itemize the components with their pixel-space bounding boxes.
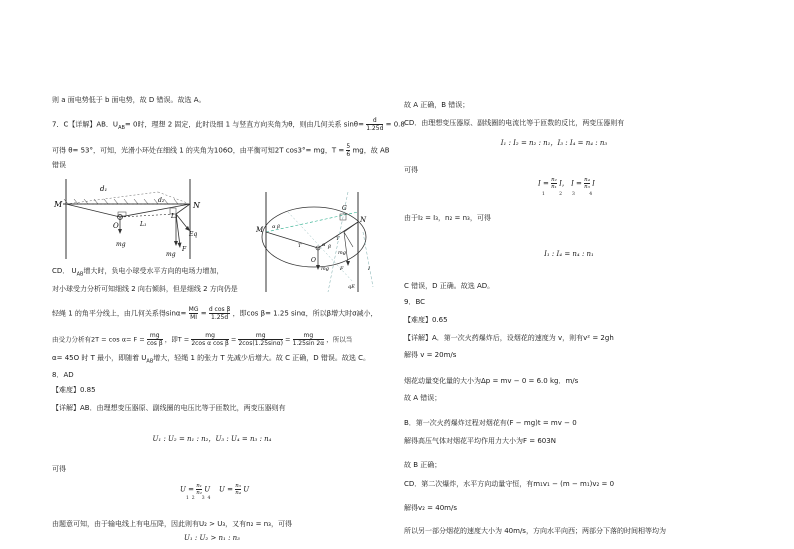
text-line: 则 a 面电势低于 b 面电势，故 D 错误。故选 A。 [52,96,206,104]
text-line: CD． $U_{AB}$增大时，负电小球受水平方向的电场力增加， [52,267,224,278]
svg-text:α: α [322,242,326,248]
svg-text:mg: mg [166,251,176,258]
svg-text:N: N [360,216,367,224]
text-line: 由受力分析有2T = cos α= F = $\frac{mg}{\text{cos β}}$ ，即T = $\frac{mg}{\text{2cos α cos β}}$ = $\frac{mg}{2\cos(1.25\sin\alpha)}$ = $\frac{mg}{1.25\sin 2\alpha}$ ，所以当 [52,332,353,347]
text-line: 可得 [404,166,418,174]
text-line: 【详解】AB．由理想变压器原、副线圈的电压比等于匝数比，两变压器则有 [52,404,286,412]
text-line: 对小球受力分析可知细线 2 向右倾斜，但是细线 2 方向仍是 [52,285,238,293]
equation: U = $\frac{\text{n₁}}{\text{n₂}}$ U U = $\frac{\text{n₃}}{\text{n₄}}$ U [180,483,250,496]
difficulty: 【难度】0.65 [404,316,448,324]
svg-text:O: O [113,222,119,230]
svg-text:Eq: Eq [189,231,198,238]
text-line: 故 B 正确； [404,461,442,469]
equation: I₁ : I₂ = n₂ : n₁，I₃ : I₄ = n₄ : n₃ [500,139,608,147]
text-line: α= 45O 时 T 最小，即随着 $U_{AB}$增大，轻绳 1 的张力 T 先减少后增大。故 C 正确，D 错误。故选 C。 [52,354,370,365]
svg-text:F: F [340,266,344,272]
equation: U₁ : U₂ = n₁ : n₂，U₃ : U₄ = n₃ : n₄ [152,435,272,443]
text-line: 故 A 正确，B 错误； [404,101,470,109]
text-line: 轻绳 1 的角平分线上，由几何关系得sinα= $\frac{MG}{MI}$ = $\frac{\text{d cos β}}{1.25d}$ ，即cos β= 1.25 sinα，所以β增大时σ减小， [52,306,378,321]
svg-text:d₁: d₁ [100,185,108,193]
question-number: 9．BC [404,298,426,306]
text-line: 故 A 错误； [404,394,442,402]
svg-text:α: α [272,224,276,230]
difficulty: 【难度】0.85 [52,386,96,394]
text-line: 解得高压气体对烟花平均作用力大小为F = 603N [404,437,556,445]
svg-text:T: T [298,243,302,249]
equation: I₁ : I₄ = n₄ : n₁ [544,250,594,258]
text-line: B．第一次火药爆炸过程对烟花有(F − mg)t = mv − 0 [404,419,577,427]
svg-text:G: G [342,205,347,212]
equation: I = $\frac{\text{n₂}}{\text{n₁}}$ I， I = $\frac{\text{n₄}}{\text{n₃}}$ I [538,177,595,190]
text-line: C 错误，D 正确。故选 AD。 [404,282,495,290]
svg-text:qE: qE [348,284,355,290]
text-line: 错误 [52,161,66,169]
text-line: 解得 v = 20m/s [404,351,457,359]
svg-text:N: N [193,201,200,210]
svg-text:mg: mg [338,250,346,256]
force-diagram-2 [258,192,388,296]
equation-subscripts: 1 2 3 4 [186,496,211,501]
question-number: 8．AD [52,371,74,379]
svg-text:M: M [54,200,63,209]
svg-text:I: I [368,266,370,272]
svg-text:d₂: d₂ [158,197,165,204]
text-line: 所以另一部分烟花的速度大小为 40m/s，方向水平向西；两部分下落的时间相等均为 [404,527,666,535]
text-line: CD．第二次爆炸，水平方向动量守恒，有m₁v₁ − (m − m₁)v₂ = 0 [404,480,615,488]
svg-text:L₂: L₂ [171,213,178,220]
text-line: 烟花动量变化量的大小为Δp = mv − 0 = 6.0 kg．m/s [404,377,579,385]
text-line: 可得 [52,465,66,473]
equation-subscripts: 1 2 3 4 [542,192,593,197]
answer-7-line-2: 可得 θ= 53°，可知，光滑小环处在细线 1 的夹角为106O，由平衡可知2T cos3°= mg，T = $\frac{5}{6}$ mg，故 AB [52,143,390,158]
svg-text:F: F [182,246,187,253]
svg-text:β: β [277,224,280,230]
svg-text:M: M [256,226,264,234]
force-diagram-1 [54,174,248,264]
svg-text:mg: mg [321,266,329,272]
svg-text:O: O [311,257,316,264]
text-line: 解得v₂ = 40m/s [404,504,457,512]
text-line: 【详解】A．第一次火药爆炸后，设烟花的速度为 v，则有v² = 2gh [404,334,614,342]
equation: U₁ : U₂ > n₁ : n₃ [184,534,240,542]
svg-text:T: T [336,236,340,242]
text-line: 由题意可知，由于输电线上有电压降，因此则有U₂ > U₃，又有n₂ = n₃，可得 [52,520,292,528]
text-line: 由于I₂ = I₃，n₂ = n₃，可得 [404,214,491,222]
svg-text:β: β [328,244,331,250]
answer-7-line-1: 7．C【详解】AB．$U_{AB}= 0$时，理想 2 固定，此时设细 1 与竖直方向夹角为θ，则由几何关系 sinθ= $\frac{d}{1.25d}$ = 0.8 [52,117,405,132]
text-line: CD．由理想变压器原、副线圈的电流比等于匝数的反比，两变压器则有 [404,119,625,127]
svg-text:mg: mg [116,241,126,248]
svg-text:L₁: L₁ [140,221,147,228]
